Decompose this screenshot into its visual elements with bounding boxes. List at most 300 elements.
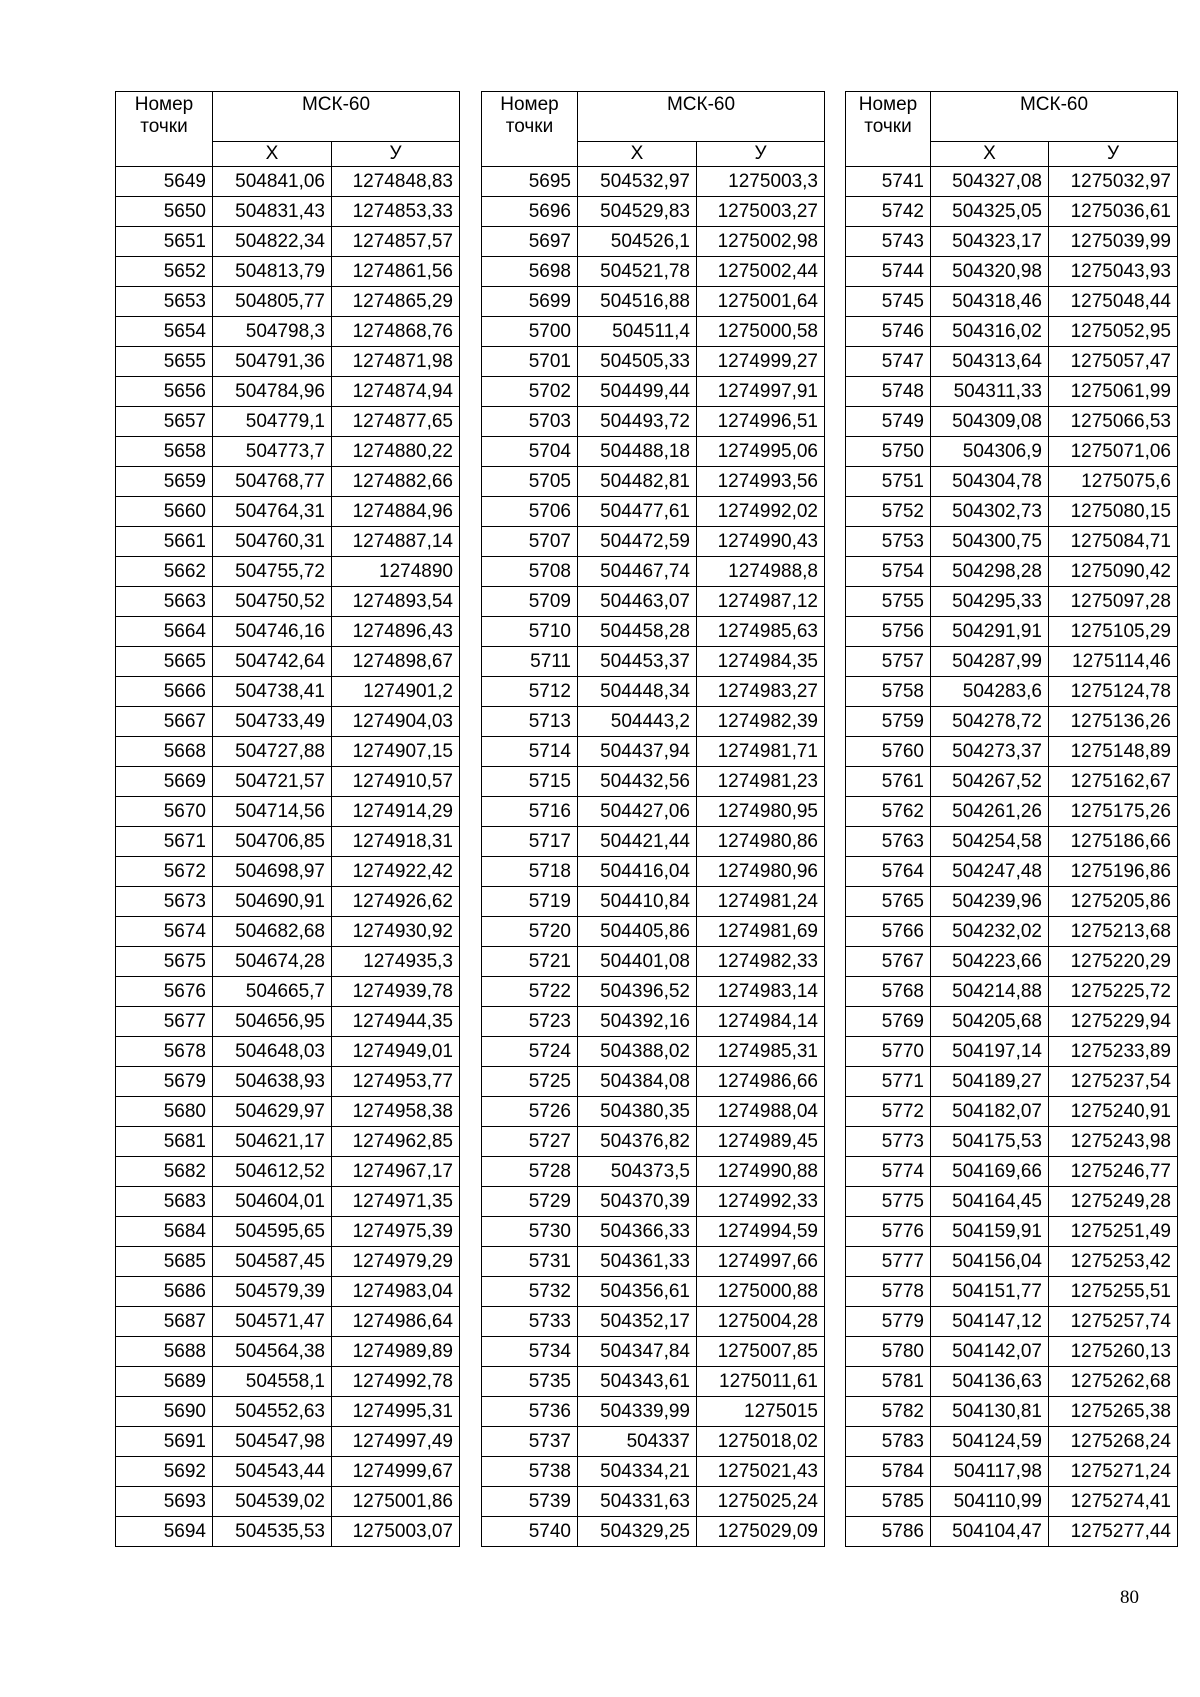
y-value-cell: 1275186,66: [1049, 827, 1178, 857]
point-number-cell: 5711: [482, 647, 578, 677]
x-value-cell: 504392,16: [578, 1007, 697, 1037]
point-number-cell: 5782: [846, 1397, 931, 1427]
table-row: [846, 677, 1178, 707]
table-row: [482, 1157, 825, 1187]
table-row: [846, 167, 1178, 197]
point-number-cell: 5718: [482, 857, 578, 887]
point-number-cell: 5752: [846, 497, 931, 527]
x-value-cell: 504410,84: [578, 887, 697, 917]
coordinate-table-3: [845, 91, 1178, 1547]
point-number-cell: 5731: [482, 1247, 578, 1277]
x-value-cell: 504458,28: [578, 617, 697, 647]
table-row: [846, 1457, 1178, 1487]
y-value-cell: 1275052,95: [1049, 317, 1178, 347]
y-value-cell: 1274984,35: [697, 647, 825, 677]
x-value-cell: 504505,33: [578, 347, 697, 377]
point-number-cell: 5683: [116, 1187, 213, 1217]
table-row: [482, 1187, 825, 1217]
table-row: [846, 437, 1178, 467]
x-value-cell: 504370,39: [578, 1187, 697, 1217]
y-value-cell: 1274907,15: [332, 737, 460, 767]
table-row: [482, 437, 825, 467]
y-value-cell: 1274898,67: [332, 647, 460, 677]
table-row: [116, 1007, 460, 1037]
table-row: [116, 707, 460, 737]
x-value-cell: 504648,03: [213, 1037, 332, 1067]
y-value-cell: 1275090,42: [1049, 557, 1178, 587]
point-number-cell: 5656: [116, 377, 213, 407]
table-row: [482, 1247, 825, 1277]
y-value-cell: 1274853,33: [332, 197, 460, 227]
y-value-cell: 1275124,78: [1049, 677, 1178, 707]
y-value-cell: 1274989,89: [332, 1337, 460, 1367]
table-row: [116, 407, 460, 437]
x-value-cell: 504175,53: [931, 1127, 1049, 1157]
point-number-cell: 5785: [846, 1487, 931, 1517]
x-value-cell: 504621,17: [213, 1127, 332, 1157]
x-value-cell: 504755,72: [213, 557, 332, 587]
point-number-cell: 5674: [116, 917, 213, 947]
y-value-cell: 1275271,24: [1049, 1457, 1178, 1487]
y-value-cell: 1274880,22: [332, 437, 460, 467]
y-value-cell: 1275249,28: [1049, 1187, 1178, 1217]
table-row: [482, 167, 825, 197]
y-value-cell: 1274967,17: [332, 1157, 460, 1187]
x-value-cell: 504164,45: [931, 1187, 1049, 1217]
point-number-cell: 5713: [482, 707, 578, 737]
point-number-cell: 5661: [116, 527, 213, 557]
table-row: [846, 1487, 1178, 1517]
table-row: [116, 917, 460, 947]
y-value-cell: 1275001,86: [332, 1487, 460, 1517]
table-row: [846, 197, 1178, 227]
table-row: [846, 977, 1178, 1007]
x-value-cell: 504516,88: [578, 287, 697, 317]
y-value-cell: 1275229,94: [1049, 1007, 1178, 1037]
y-value-cell: 1274989,45: [697, 1127, 825, 1157]
table-row: [482, 1007, 825, 1037]
x-value-cell: 504343,61: [578, 1367, 697, 1397]
y-value-cell: 1274997,49: [332, 1427, 460, 1457]
y-value-cell: 1275240,91: [1049, 1097, 1178, 1127]
point-number-cell: 5709: [482, 587, 578, 617]
point-number-header: Номер точки: [482, 92, 578, 167]
x-value-cell: 504558,1: [213, 1367, 332, 1397]
y-value-cell: 1274986,66: [697, 1067, 825, 1097]
table-row: [116, 1307, 460, 1337]
y-value-cell: 1275048,44: [1049, 287, 1178, 317]
x-value-cell: 504564,38: [213, 1337, 332, 1367]
y-value-cell: 1275225,72: [1049, 977, 1178, 1007]
x-value-cell: 504721,57: [213, 767, 332, 797]
y-value-cell: 1275277,44: [1049, 1517, 1178, 1547]
point-number-cell: 5666: [116, 677, 213, 707]
table-row: [116, 647, 460, 677]
x-value-cell: 504136,63: [931, 1367, 1049, 1397]
point-number-cell: 5665: [116, 647, 213, 677]
table-row: [116, 887, 460, 917]
point-number-cell: 5706: [482, 497, 578, 527]
table-row: [482, 977, 825, 1007]
y-value-cell: 1274962,85: [332, 1127, 460, 1157]
table-row: [116, 467, 460, 497]
y-value-cell: 1274988,8: [697, 557, 825, 587]
x-value-cell: 504746,16: [213, 617, 332, 647]
y-value-cell: 1274982,33: [697, 947, 825, 977]
point-number-cell: 5701: [482, 347, 578, 377]
y-value-cell: 1275213,68: [1049, 917, 1178, 947]
x-value-cell: 504727,88: [213, 737, 332, 767]
y-value-cell: 1274992,33: [697, 1187, 825, 1217]
x-value-cell: 504291,91: [931, 617, 1049, 647]
x-value-cell: 504674,28: [213, 947, 332, 977]
y-value-cell: 1275220,29: [1049, 947, 1178, 977]
x-value-cell: 504482,81: [578, 467, 697, 497]
point-number-cell: 5745: [846, 287, 931, 317]
table-row: [482, 707, 825, 737]
table-row: [482, 1307, 825, 1337]
y-value-cell: 1274944,35: [332, 1007, 460, 1037]
y-value-cell: 1275105,29: [1049, 617, 1178, 647]
table-row: [482, 1337, 825, 1367]
point-number-cell: 5726: [482, 1097, 578, 1127]
table-row: [116, 1397, 460, 1427]
table-row: [116, 1427, 460, 1457]
y-value-cell: 1274996,51: [697, 407, 825, 437]
point-number-cell: 5719: [482, 887, 578, 917]
table-row: [482, 767, 825, 797]
x-value-cell: 504822,34: [213, 227, 332, 257]
x-value-cell: 504521,78: [578, 257, 697, 287]
point-number-cell: 5741: [846, 167, 931, 197]
point-number-cell: 5783: [846, 1427, 931, 1457]
table-row: [116, 797, 460, 827]
y-value-cell: 1274992,78: [332, 1367, 460, 1397]
y-value-cell: 1275036,61: [1049, 197, 1178, 227]
table-row: [846, 287, 1178, 317]
y-value-cell: 1275253,42: [1049, 1247, 1178, 1277]
table-row: [116, 1487, 460, 1517]
y-value-cell: 1274997,91: [697, 377, 825, 407]
y-value-cell: 1274914,29: [332, 797, 460, 827]
y-value-cell: 1275002,44: [697, 257, 825, 287]
point-number-cell: 5684: [116, 1217, 213, 1247]
table-row: [116, 677, 460, 707]
y-value-cell: 1275175,26: [1049, 797, 1178, 827]
y-value-cell: 1274887,14: [332, 527, 460, 557]
point-number-cell: 5779: [846, 1307, 931, 1337]
point-number-cell: 5727: [482, 1127, 578, 1157]
point-number-cell: 5689: [116, 1367, 213, 1397]
point-number-cell: 5748: [846, 377, 931, 407]
y-value-cell: 1274930,92: [332, 917, 460, 947]
x-value-cell: 504295,33: [931, 587, 1049, 617]
table-row: [482, 1037, 825, 1067]
table-row: [846, 557, 1178, 587]
y-value-cell: 1275015: [697, 1397, 825, 1427]
point-number-cell: 5773: [846, 1127, 931, 1157]
table-row: [116, 167, 460, 197]
point-number-cell: 5746: [846, 317, 931, 347]
point-number-cell: 5682: [116, 1157, 213, 1187]
x-value-cell: 504421,44: [578, 827, 697, 857]
y-value-cell: 1275039,99: [1049, 227, 1178, 257]
x-value-cell: 504130,81: [931, 1397, 1049, 1427]
y-value-cell: 1275021,43: [697, 1457, 825, 1487]
y-value-cell: 1274871,98: [332, 347, 460, 377]
y-value-cell: 1275003,27: [697, 197, 825, 227]
table-row: [482, 1487, 825, 1517]
y-value-cell: 1274865,29: [332, 287, 460, 317]
table-row: [846, 797, 1178, 827]
table-row: [482, 407, 825, 437]
x-value-cell: 504488,18: [578, 437, 697, 467]
x-value-cell: 504302,73: [931, 497, 1049, 527]
point-number-cell: 5784: [846, 1457, 931, 1487]
point-number-cell: 5680: [116, 1097, 213, 1127]
x-value-cell: 504232,02: [931, 917, 1049, 947]
table-row: [482, 857, 825, 887]
point-number-cell: 5770: [846, 1037, 931, 1067]
table-row: [846, 1397, 1178, 1427]
x-value-cell: 504443,2: [578, 707, 697, 737]
point-number-cell: 5697: [482, 227, 578, 257]
x-value-cell: 504197,14: [931, 1037, 1049, 1067]
x-value-cell: 504388,02: [578, 1037, 697, 1067]
table-row: [846, 767, 1178, 797]
x-value-cell: 504532,97: [578, 167, 697, 197]
x-value-cell: 504714,56: [213, 797, 332, 827]
x-value-cell: 504493,72: [578, 407, 697, 437]
x-value-cell: 504798,3: [213, 317, 332, 347]
x-value-cell: 504396,52: [578, 977, 697, 1007]
x-value-cell: 504805,77: [213, 287, 332, 317]
y-value-cell: 1274980,95: [697, 797, 825, 827]
table-row: [116, 947, 460, 977]
x-value-cell: 504169,66: [931, 1157, 1049, 1187]
x-value-cell: 504463,07: [578, 587, 697, 617]
table-row: [846, 707, 1178, 737]
x-value-cell: 504760,31: [213, 527, 332, 557]
table-row: [116, 617, 460, 647]
y-value-cell: 1274992,02: [697, 497, 825, 527]
y-value-cell: 1274990,88: [697, 1157, 825, 1187]
point-number-cell: 5720: [482, 917, 578, 947]
y-value-cell: 1274981,71: [697, 737, 825, 767]
x-value-cell: 504300,75: [931, 527, 1049, 557]
y-value-cell: 1274980,86: [697, 827, 825, 857]
x-value-cell: 504278,72: [931, 707, 1049, 737]
point-number-cell: 5650: [116, 197, 213, 227]
table-row: [116, 827, 460, 857]
point-number-cell: 5751: [846, 467, 931, 497]
x-value-cell: 504325,05: [931, 197, 1049, 227]
y-value-cell: 1275071,06: [1049, 437, 1178, 467]
table-row: [482, 287, 825, 317]
x-value-cell: 504283,6: [931, 677, 1049, 707]
table-row: [846, 1007, 1178, 1037]
point-number-cell: 5715: [482, 767, 578, 797]
y-value-cell: 1274982,39: [697, 707, 825, 737]
table-row: [846, 1067, 1178, 1097]
y-value-cell: 1274983,04: [332, 1277, 460, 1307]
y-value-cell: 1274922,42: [332, 857, 460, 887]
x-value-cell: 504205,68: [931, 1007, 1049, 1037]
y-value-cell: 1274926,62: [332, 887, 460, 917]
table-row: [116, 317, 460, 347]
x-value-cell: 504267,52: [931, 767, 1049, 797]
point-number-cell: 5681: [116, 1127, 213, 1157]
coordinate-system-header: МСК-60: [578, 92, 825, 142]
table-row: [116, 557, 460, 587]
x-value-cell: 504104,47: [931, 1517, 1049, 1547]
table-row: [482, 527, 825, 557]
x-value-cell: 504499,44: [578, 377, 697, 407]
table-row: [846, 947, 1178, 977]
table-row: [116, 1217, 460, 1247]
y-value-cell: 1275007,85: [697, 1337, 825, 1367]
point-number-cell: 5776: [846, 1217, 931, 1247]
point-number-cell: 5723: [482, 1007, 578, 1037]
x-value-cell: 504543,44: [213, 1457, 332, 1487]
point-number-cell: 5712: [482, 677, 578, 707]
y-value-cell: 1274896,43: [332, 617, 460, 647]
x-value-cell: 504698,97: [213, 857, 332, 887]
point-number-cell: 5733: [482, 1307, 578, 1337]
table-row: [482, 317, 825, 347]
table-row: [116, 1367, 460, 1397]
coordinate-table-1: [115, 91, 460, 1547]
point-number-cell: 5676: [116, 977, 213, 1007]
table-row: [846, 737, 1178, 767]
point-number-cell: 5774: [846, 1157, 931, 1187]
y-value-cell: 1274999,27: [697, 347, 825, 377]
x-value-cell: 504361,33: [578, 1247, 697, 1277]
table-row: [116, 1457, 460, 1487]
x-value-cell: 504432,56: [578, 767, 697, 797]
table-row: [116, 527, 460, 557]
table-row: [482, 1517, 825, 1547]
y-value-cell: 1274979,29: [332, 1247, 460, 1277]
point-number-cell: 5702: [482, 377, 578, 407]
point-number-cell: 5739: [482, 1487, 578, 1517]
y-value-cell: 1275001,64: [697, 287, 825, 317]
point-number-cell: 5703: [482, 407, 578, 437]
point-number-cell: 5775: [846, 1187, 931, 1217]
y-value-cell: 1274890: [332, 557, 460, 587]
x-value-cell: 504595,65: [213, 1217, 332, 1247]
x-value-cell: 504656,95: [213, 1007, 332, 1037]
table-row: [846, 227, 1178, 257]
point-number-cell: 5725: [482, 1067, 578, 1097]
y-value-cell: 1275003,07: [332, 1517, 460, 1547]
y-value-cell: 1274986,64: [332, 1307, 460, 1337]
point-number-cell: 5737: [482, 1427, 578, 1457]
point-number-cell: 5747: [846, 347, 931, 377]
point-number-cell: 5690: [116, 1397, 213, 1427]
table-row: [846, 1277, 1178, 1307]
y-value-cell: 1274953,77: [332, 1067, 460, 1097]
point-number-cell: 5714: [482, 737, 578, 767]
x-value-cell: 504477,61: [578, 497, 697, 527]
point-number-cell: 5673: [116, 887, 213, 917]
point-number-cell: 5771: [846, 1067, 931, 1097]
y-value-cell: 1274995,31: [332, 1397, 460, 1427]
y-value-cell: 1275148,89: [1049, 737, 1178, 767]
point-number-cell: 5754: [846, 557, 931, 587]
table-row: [482, 1457, 825, 1487]
point-number-cell: 5732: [482, 1277, 578, 1307]
x-value-cell: 504223,66: [931, 947, 1049, 977]
y-value-cell: 1275265,38: [1049, 1397, 1178, 1427]
point-number-cell: 5769: [846, 1007, 931, 1037]
point-number-cell: 5695: [482, 167, 578, 197]
x-value-cell: 504768,77: [213, 467, 332, 497]
x-value-cell: 504320,98: [931, 257, 1049, 287]
table-row: [116, 1277, 460, 1307]
point-number-cell: 5694: [116, 1517, 213, 1547]
point-number-cell: 5691: [116, 1427, 213, 1457]
table-row: [846, 1337, 1178, 1367]
point-number-cell: 5738: [482, 1457, 578, 1487]
y-value-cell: 1274874,94: [332, 377, 460, 407]
point-number-cell: 5757: [846, 647, 931, 677]
point-number-cell: 5781: [846, 1367, 931, 1397]
table-row: [116, 1187, 460, 1217]
table-row: [846, 257, 1178, 287]
y-value-cell: 1275066,53: [1049, 407, 1178, 437]
table-row: [116, 497, 460, 527]
point-number-cell: 5679: [116, 1067, 213, 1097]
point-number-cell: 5772: [846, 1097, 931, 1127]
point-number-cell: 5777: [846, 1247, 931, 1277]
point-number-cell: 5675: [116, 947, 213, 977]
table-row: [482, 257, 825, 287]
x-value-cell: 504571,47: [213, 1307, 332, 1337]
point-number-cell: 5696: [482, 197, 578, 227]
table-row: [116, 1067, 460, 1097]
point-number-cell: 5780: [846, 1337, 931, 1367]
x-value-cell: 504142,07: [931, 1337, 1049, 1367]
table-row: [116, 737, 460, 767]
x-value-cell: 504706,85: [213, 827, 332, 857]
table-row: [482, 377, 825, 407]
point-number-cell: 5677: [116, 1007, 213, 1037]
x-value-cell: 504124,59: [931, 1427, 1049, 1457]
x-value-cell: 504453,37: [578, 647, 697, 677]
point-number-cell: 5699: [482, 287, 578, 317]
x-value-cell: 504742,64: [213, 647, 332, 677]
point-number-cell: 5717: [482, 827, 578, 857]
x-value-cell: 504329,25: [578, 1517, 697, 1547]
x-value-cell: 504467,74: [578, 557, 697, 587]
y-value-cell: 1274904,03: [332, 707, 460, 737]
x-value-cell: 504604,01: [213, 1187, 332, 1217]
y-value-cell: 1275084,71: [1049, 527, 1178, 557]
point-number-cell: 5651: [116, 227, 213, 257]
y-value-cell: 1274988,04: [697, 1097, 825, 1127]
table-row: [846, 887, 1178, 917]
x-value-cell: 504110,99: [931, 1487, 1049, 1517]
table-row: [482, 797, 825, 827]
point-number-cell: 5724: [482, 1037, 578, 1067]
table-row: [482, 887, 825, 917]
point-number-cell: 5735: [482, 1367, 578, 1397]
table-row: [846, 1097, 1178, 1127]
y-value-cell: 1275018,02: [697, 1427, 825, 1457]
x-value-cell: 504384,08: [578, 1067, 697, 1097]
point-number-cell: 5729: [482, 1187, 578, 1217]
